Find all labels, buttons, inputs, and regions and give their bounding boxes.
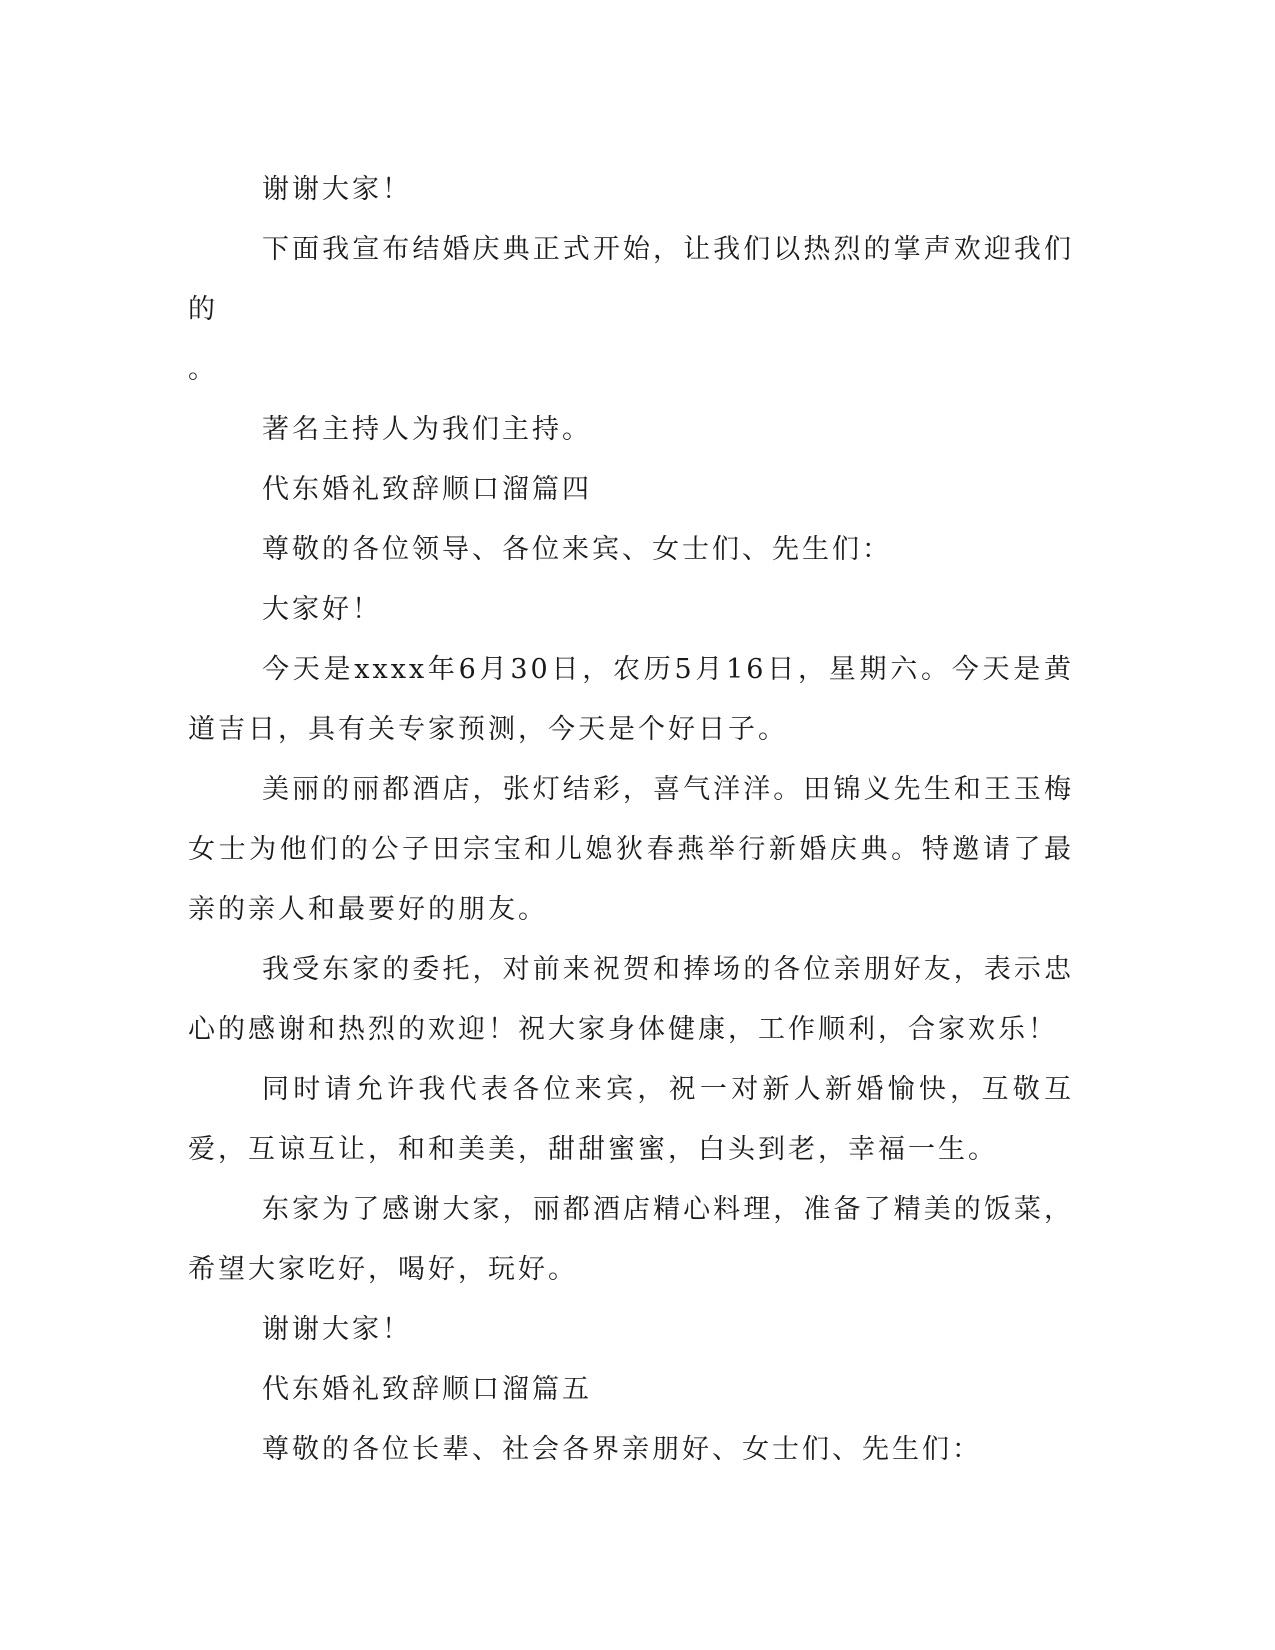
paragraph-period: 。 bbox=[188, 354, 218, 385]
paragraph-salutation-4: 尊敬的各位领导、各位来宾、女士们、先生们： bbox=[262, 534, 892, 565]
section-heading-5: 代东婚礼致辞顺口溜篇五 bbox=[262, 1374, 592, 1405]
paragraph-salutation-5: 尊敬的各位长辈、社会各界亲朋好、女士们、先生们： bbox=[262, 1434, 982, 1465]
paragraph-thanks-1: 谢谢大家！ bbox=[262, 174, 412, 205]
paragraph-host-intro: 著名主持人为我们主持。 bbox=[262, 414, 592, 445]
paragraph-blessing: 同时请允许我代表各位来宾，祝一对新人新婚愉快，互敬互爱，互谅互让，和和美美，甜甜蜜蜜，白头到老，幸福一生。 bbox=[188, 1074, 1074, 1165]
paragraph-greeting: 大家好！ bbox=[262, 594, 382, 625]
paragraph-ceremony-start: 下面我宣布结婚庆典正式开始，让我们以热烈的掌声欢迎我们的 bbox=[188, 234, 1074, 325]
paragraph-date: 今天是xxxx年6月30日，农历5月16日，星期六。今天是黄道吉日，具有关专家预测，今天是个好日子。 bbox=[188, 654, 1074, 745]
paragraph-dinner: 东家为了感谢大家，丽都酒店精心料理，准备了精美的饭菜，希望大家吃好，喝好，玩好。 bbox=[188, 1194, 1074, 1285]
section-heading-4: 代东婚礼致辞顺口溜篇四 bbox=[262, 474, 592, 505]
paragraph-thanks-2: 谢谢大家！ bbox=[262, 1314, 412, 1345]
paragraph-hotel: 美丽的丽都酒店，张灯结彩，喜气洋洋。田锦义先生和王玉梅女士为他们的公子田宗宝和儿媳狄春燕举行新婚庆典。特邀请了最亲的亲人和最要好的朋友。 bbox=[188, 774, 1074, 925]
paragraph-entrusted: 我受东家的委托，对前来祝贺和捧场的各位亲朋好友，表示忠心的感谢和热烈的欢迎！祝大家身体健康，工作顺利，合家欢乐！ bbox=[188, 954, 1074, 1045]
document-body bbox=[188, 160, 1074, 1480]
